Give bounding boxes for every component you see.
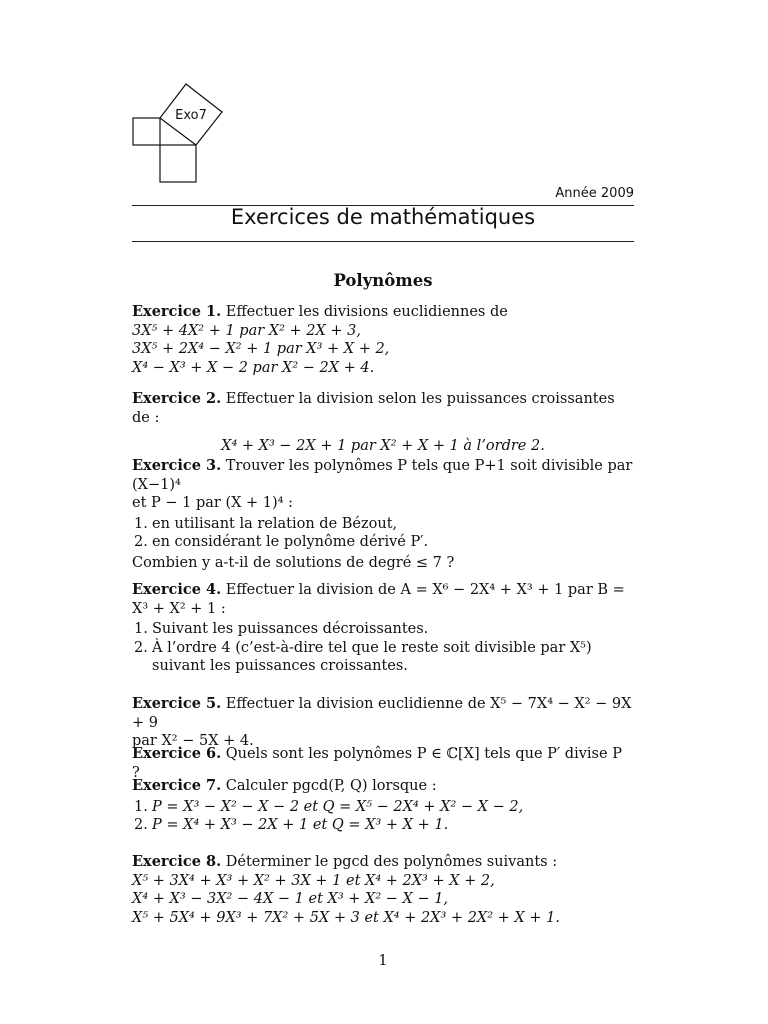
exercise-1 <box>132 303 634 377</box>
list-item-text: en utilisant la relation de Bézout, <box>152 515 398 532</box>
exercise-list <box>132 620 634 676</box>
exercise-text: Déterminer le pgcd des polynômes suivants : <box>225 854 558 870</box>
exercise-2 <box>132 390 634 466</box>
equation-line: X⁴ + X³ − 3X² − 4X − 1 et X³ + X² − X − 1, <box>132 891 449 907</box>
exercise-label: Exercice 1. <box>132 303 222 320</box>
equation-line: X⁵ + 5X⁴ + 9X³ + 7X² + 5X + 3 et X⁴ + 2X³ + 2X² + X + 1. <box>132 909 560 926</box>
equation-line: 3X⁵ + 2X⁴ − X² + 1 par X³ + X + 2, <box>132 341 390 357</box>
list-item: 1. P = X³ − X² − X − 2 et Q = X⁵ − 2X⁴ + X² − X − 2, <box>134 798 524 815</box>
exercise-text-cont: par X² − 5X + 4. <box>132 733 254 749</box>
exercise-label: Exercice 7. <box>132 777 222 794</box>
exo7-logo <box>0 0 260 200</box>
exercise-text-cont: X³ + X² + 1 : <box>132 600 226 617</box>
exercise-text: Quels sont les polynômes P ∈ ℂ[X] tels que P′ divise P ? <box>132 746 622 781</box>
exercise-question: Combien y a-t-il de solutions de degré ≤ 7 ? <box>132 554 455 571</box>
list-item: 2. À l’ordre 4 (c’est-à-dire tel que le reste soit divisible par X⁵) suivant les puissances croissantes. <box>134 639 592 674</box>
exercise-8 <box>132 853 634 927</box>
bottom-rule <box>132 241 634 242</box>
equation-line: X⁵ + 3X⁴ + X³ + X² + 3X + 1 et X⁴ + 2X³ + X + 2, <box>132 872 495 889</box>
exercise-3 <box>132 457 634 572</box>
exercise-label: Exercice 2. <box>132 390 222 407</box>
exercise-text: Calculer pgcd(P, Q) lorsque : <box>225 778 437 794</box>
exercise-label: Exercice 8. <box>132 853 222 870</box>
exercise-label: Exercice 6. <box>132 745 222 762</box>
list-item: 1. Suivant les puissances décroissantes. <box>134 621 429 637</box>
centered-equation: X⁴ + X³ − 2X + 1 par X² + X + 1 à l’ordre 2. <box>221 438 545 454</box>
section-title: Polynômes <box>333 271 433 290</box>
exercise-text: Effectuer la division selon les puissances croissantes de : <box>132 391 615 426</box>
list-item-text: À l’ordre 4 (c’est-à-dire tel que le reste soit divisible par X⁵) suivant les puissances croissantes. <box>152 639 592 674</box>
list-item: 1. en utilisant la relation de Bézout, <box>134 515 398 532</box>
list-item: 2. en considérant le polynôme dérivé P′. <box>134 534 429 550</box>
list-item-text: P = X⁴ + X³ − 2X + 1 et Q = X³ + X + 1. <box>152 817 449 833</box>
year-label: Année 2009 <box>555 186 634 201</box>
exercise-list <box>132 515 634 552</box>
logo-text: Exo7 <box>175 108 207 123</box>
exercise-text: Effectuer la division de A = X⁶ − 2X⁴ + X³ + 1 par B = <box>225 582 625 598</box>
list-item-text: P = X³ − X² − X − 2 et Q = X⁵ − 2X⁴ + X² − X − 2, <box>152 798 524 815</box>
exercise-text: Effectuer la division euclidienne de X⁵ − 7X⁴ − X² − 9X + 9 <box>132 696 632 731</box>
equation-line: 3X⁵ + 4X² + 1 par X² + 2X + 3, <box>132 322 362 339</box>
exercise-text-cont: et P − 1 par (X + 1)⁴ : <box>132 495 293 511</box>
exercise-5 <box>132 695 634 751</box>
exercise-text: Trouver les polynômes P tels que P+1 soit divisible par (X−1)⁴ <box>132 458 633 493</box>
exercise-4 <box>132 581 634 678</box>
exercise-label: Exercice 4. <box>132 581 222 598</box>
equation-line: X⁴ − X³ + X − 2 par X² − 2X + 4. <box>132 359 375 376</box>
exercise-text: Effectuer les divisions euclidiennes de <box>225 304 508 320</box>
exercise-label: Exercice 3. <box>132 457 222 474</box>
page-title: Exercices de mathématiques <box>230 205 536 229</box>
exercise-list <box>132 798 634 835</box>
exercise-label: Exercice 5. <box>132 695 222 712</box>
list-item: 2. P = X⁴ + X³ − 2X + 1 et Q = X³ + X + 1. <box>134 817 449 833</box>
list-item-text: Suivant les puissances décroissantes. <box>152 621 429 637</box>
list-item-text: en considérant le polynôme dérivé P′. <box>152 534 429 550</box>
exercise-7 <box>132 777 634 837</box>
page-number: 1 <box>378 953 388 969</box>
